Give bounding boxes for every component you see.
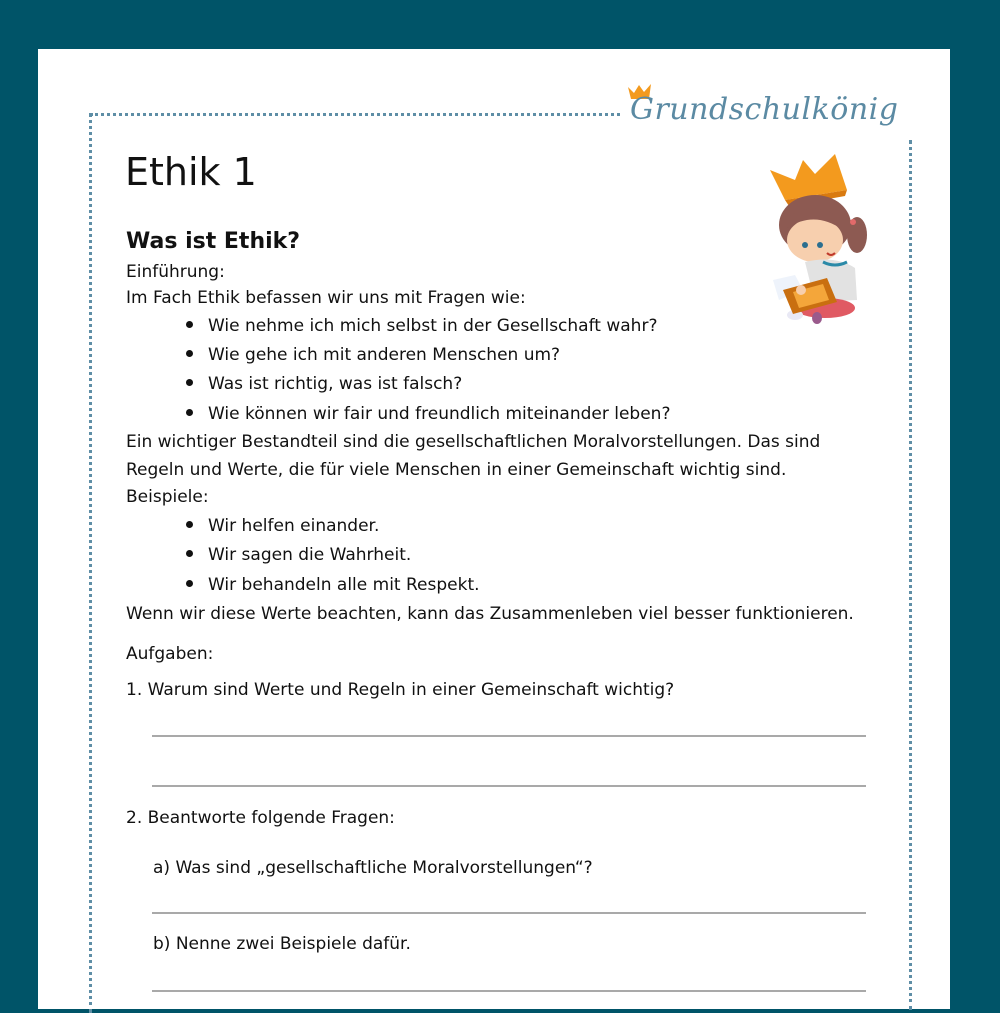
paragraph-line: Regeln und Werte, die für viele Menschen in einer Gemeinschaft wichtig sind. <box>126 460 787 480</box>
question-text: Wie gehe ich mit anderen Menschen um? <box>208 345 561 365</box>
brand-logo: Grundschulkönig <box>630 92 899 127</box>
answer-line-task2b[interactable] <box>152 990 866 992</box>
examples-label: Beispiele: <box>126 487 209 507</box>
tasks-label: Aufgaben: <box>126 644 214 664</box>
question-text: Was ist richtig, was ist falsch? <box>208 374 463 394</box>
bullet-icon <box>186 409 193 416</box>
example-text: Wir behandeln alle mit Respekt. <box>208 575 480 595</box>
example-list-item <box>186 575 480 595</box>
question-list-item <box>186 345 560 365</box>
girl-reading-illustration <box>765 150 875 325</box>
question-text: Wie nehme ich mich selbst in der Gesellschaft wahr? <box>208 316 658 336</box>
answer-line-task1[interactable] <box>152 735 866 737</box>
task-2a: a) Was sind „gesellschaftliche Moralvorstellungen“? <box>153 858 593 878</box>
worksheet-title: Ethik 1 <box>125 150 257 194</box>
bullet-icon <box>186 550 193 557</box>
example-text: Wir sagen die Wahrheit. <box>208 545 412 565</box>
conclusion-text: Wenn wir diese Werte beachten, kann das Zusammenleben viel besser funktionieren. <box>126 604 854 624</box>
paragraph-line: Ein wichtiger Bestandteil sind die gesellschaftlichen Moralvorstellungen. Das sind <box>126 432 821 452</box>
intro-text: Im Fach Ethik befassen wir uns mit Fragen wie: <box>126 288 526 308</box>
bullet-icon <box>186 350 193 357</box>
question-list-item <box>186 316 657 336</box>
dotted-frame-right <box>909 140 912 1010</box>
dotted-frame-left <box>89 113 92 1013</box>
bullet-icon <box>186 521 193 528</box>
bullet-icon <box>186 379 193 386</box>
question-text: Wie können wir fair und freundlich miteinander leben? <box>208 404 671 424</box>
question-list-item <box>186 374 462 394</box>
task-2: 2. Beantworte folgende Fragen: <box>126 808 395 828</box>
example-list-item <box>186 516 379 536</box>
dotted-frame-top <box>90 113 620 116</box>
bullet-icon <box>186 580 193 587</box>
answer-line-task1[interactable] <box>152 785 866 787</box>
section-heading: Was ist Ethik? <box>126 229 301 254</box>
question-list-item <box>186 404 670 424</box>
task-1: 1. Warum sind Werte und Regeln in einer Gemeinschaft wichtig? <box>126 680 675 700</box>
answer-line-task2a[interactable] <box>152 912 866 914</box>
task-2b: b) Nenne zwei Beispiele dafür. <box>153 934 411 954</box>
example-list-item <box>186 545 411 565</box>
intro-label: Einführung: <box>126 262 225 282</box>
bullet-icon <box>186 321 193 328</box>
example-text: Wir helfen einander. <box>208 516 380 536</box>
